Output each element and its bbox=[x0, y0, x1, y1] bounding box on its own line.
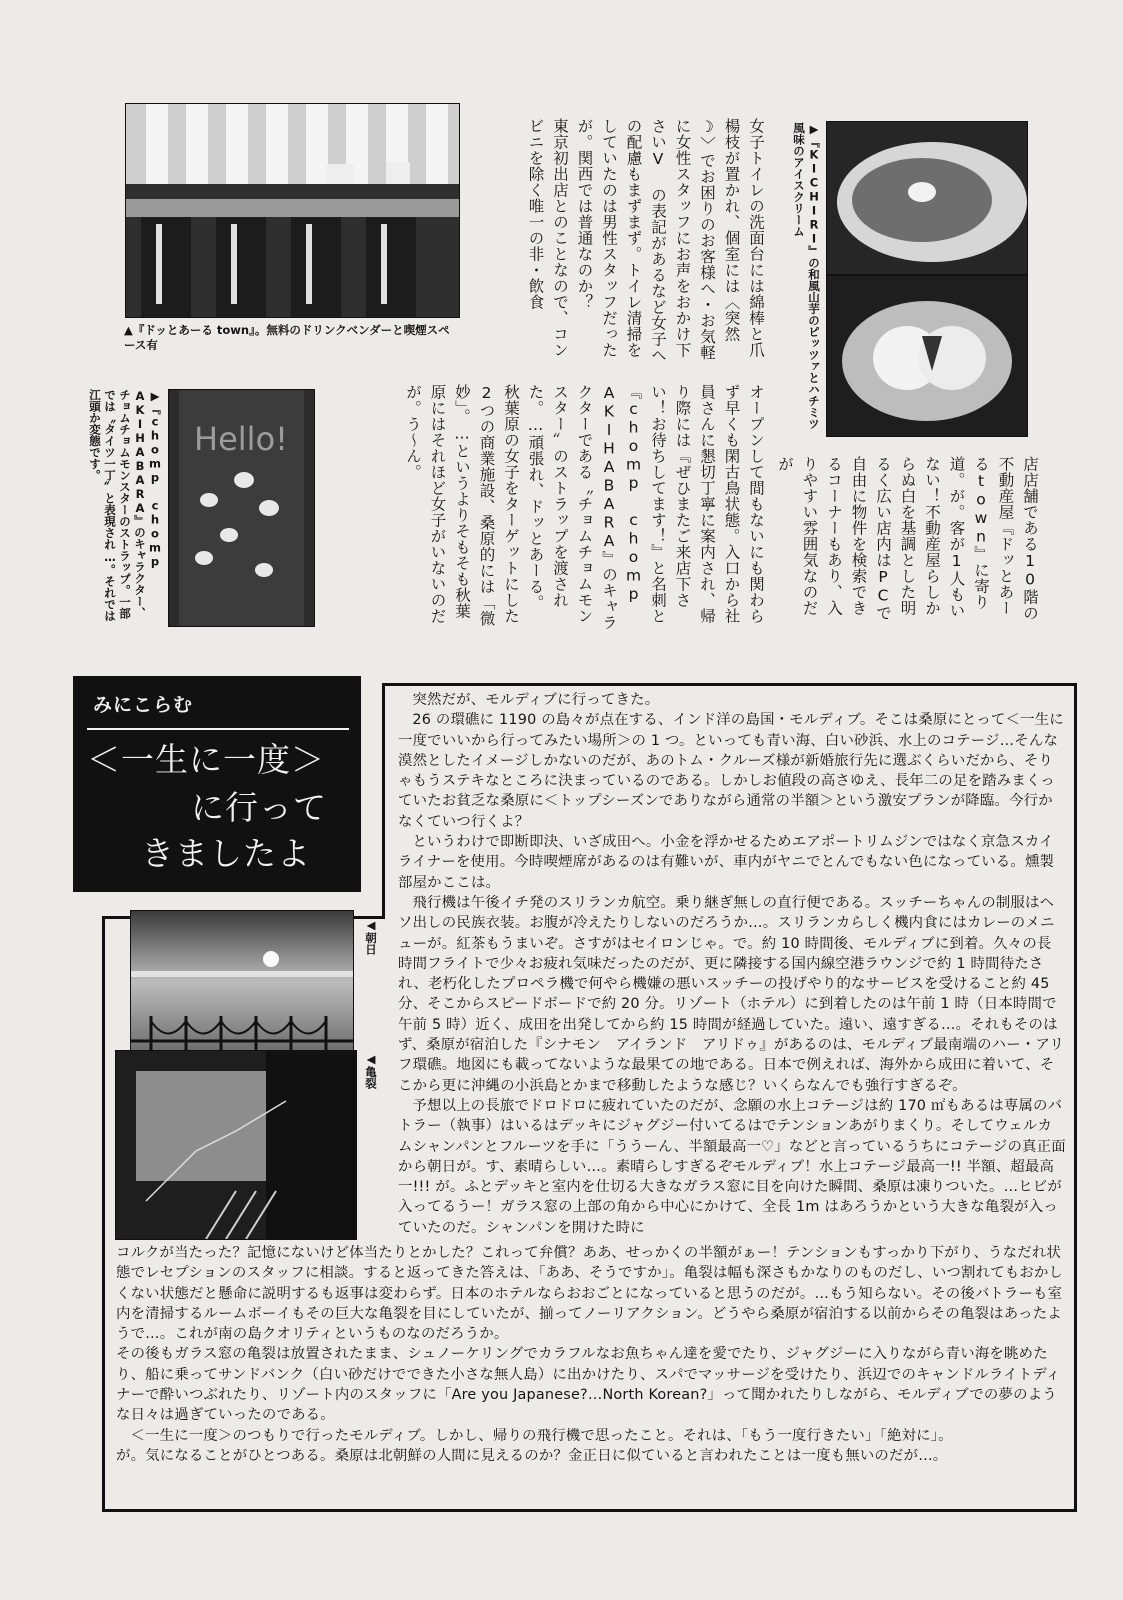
title-line-1: ＜一生に一度＞ bbox=[87, 740, 325, 779]
dottown-photo-graphic bbox=[126, 104, 459, 317]
article-paragraph: その後もガラス窓の亀裂は放置されたまま、シュノーケリングでカラフルなお魚ちゃん達を愛でたり、ジャグジーに入りながら青い海を眺めたり、船に乗ってサンドバンク（白い砂だけでできた小さな無人島）に出かけたり、スパでマッサージを受けたり、浜辺でのキャンドルライトディナーで酔いつぶれたり、リゾート内のスタッフに「Are you Japanese?…North Korean?」って聞かれたりしながら、モルディブでの夢のような日々は過ぎていったのである。 bbox=[116, 1346, 1061, 1424]
article-bottom bbox=[116, 1243, 1068, 1466]
sunrise-photo bbox=[130, 910, 354, 1070]
pizza-photo-graphic bbox=[827, 122, 1027, 274]
article-top bbox=[398, 690, 1066, 1238]
article-paragraph: が。気になることがひとつある。桑原は北朝鮮の人間に見えるのか？金正日に似ていると言われたことは一度も無いのだが…。 bbox=[116, 1447, 948, 1464]
article-paragraph: 飛行機は午後イチ発のスリランカ航空。乗り継ぎ無しの直行便である。スッチーちゃんの制服はヘソ出しの民族衣装。お腹が冷えたりしないのだろうか…。スリランカらしく機内食にはカレーのメニューが。紅茶もうまいぞ。さすがはセイロンじゃ。で。約 10 時間後、モルディブに到着。久々の長時間フライトで少々お疲れ気味だったのだが、更に隣接する国内線空港ラウンジで約 1 時間待たされ、老朽化したプロペラ機で何やら機嫌の悪いスッチーの投げやり的なサービスを受けること約 45 分、そこからスピードボードで約 20 分。リゾート（ホテル）に到着したのは午前 1 時（日本時間で午前 5 時）近く、成田を出発してから約 15 時間が経過していた。遠い、遠すぎる…。それもそのはず、桑原が宿泊した『シナモン アイランド アリドゥ』があるのは、モルディブ最南端のハー・アリフ環礁。地図にも載ってないような最果ての地である。日本で例えれば、海外から成田に着いて、そこから更に沖縄の小浜島とかまで移動したような感じ？いくらなんでも強行すぎるぞ。 bbox=[398, 894, 1065, 1094]
frame-inner-v bbox=[382, 683, 385, 919]
title-line-3: きましたよ bbox=[141, 834, 311, 873]
icecream-photo-graphic bbox=[827, 276, 1027, 436]
mini-column-label: みにこらむ bbox=[93, 694, 194, 716]
mini-column-title-box bbox=[73, 676, 361, 892]
kichiri-caption: ▶『KICHIRI』の和風山芋のピッツァとハチミツ風味のアイスクリーム bbox=[792, 122, 821, 430]
dottown-caption: ▲『ドッとあーる town』。無料のドリンクベンダーと喫煙スペース有 bbox=[124, 323, 450, 352]
article-paragraph: コルクが当たった？記憶にないけど体当たりとかした？これって弁償？ああ、せっかくの半額がぁー！テンションもすっかり下がり、うなだれ状態でレセプションのスタッフに相談。すると返ってきた答えは、「ああ、そうですか」。亀裂は幅も深さもかなりのものだし、いつ割れてもおかしくない状態だと懸命に説明するも返事は変わらず。日本のホテルならおおごとになっていると思うのだが。…もう知らない。その後バトラーも室内を清掃するルームボーイもその巨大な亀裂を目にしていたが、揃ってノーリアクション。どうやら桑原が宿泊する以前からその亀裂はあったようで…。これが南の島クオリティというものなのだろうか。 bbox=[116, 1245, 1064, 1343]
title-rule bbox=[87, 728, 349, 730]
hello-sign: Hello! bbox=[194, 420, 288, 458]
article-paragraph: 突然だが、モルディブに行ってきた。 bbox=[412, 692, 660, 708]
sunrise-photo-graphic bbox=[131, 911, 353, 1069]
article-paragraph: というわけで即断即決、いざ成田へ。小金を浮かせるためエアポートリムジンではなく京急スカイライナーを使用。今時喫煙席があるのは有難いが、車内がヤニでとんでもない色になっている。燻製部屋かここは。 bbox=[398, 834, 1055, 891]
column-right: 店店舗である10階の不動産屋『ドッとあーるtown』に寄り道。が。客が1人もいない！不動産屋らしからぬ白を基調とした明るく広い店内はPCで自由に物件を検索できるコーナーもあり、入りやすい雰囲気なのだが bbox=[776, 456, 1039, 621]
sunrise-caption: ◀朝日 bbox=[364, 918, 378, 955]
article-paragraph: 26 の環礁に 1190 の島々が点在する、インド洋の島国・モルディブ。そこは桑原にとって＜一生に一度でいいから行ってみたい場所＞の 1 つ。といっても青い海、白い砂浜、水上のコテージ…そんな漠然としたイメージしかないのだが、あのトム・クルーズ様が新婚旅行先に選ぶくらいだから、そりゃもうステキなところに決まっているのである。しかしお値段の高さゆえ、長年二の足を踏みまくっていたお貧乏な桑原に＜トップシーズンでありながら通常の半額＞という激安プランが降臨。今行かなくていつ行くよ？ bbox=[398, 712, 1064, 830]
crack-caption: ◀亀裂 bbox=[364, 1052, 378, 1089]
article-paragraph: 予想以上の長旅でドロドロに疲れていたのだが、念願の水上コテージは約 170 ㎡もあるは専属のバトラー（執事）はいるはデッキにジャグジー付いてるはでテンションあがりまくり。そしてウェルカムシャンパンとフルーツを手に「ううーん、半額最高一♡」などと言っているうちにコテージの真正面から朝日が。す、素晴らしい…。素晴らしすぎるぞモルディブ！水上コテージ最高一!! 半額、超最高一!!! が。ふとデッキと室内を仕切る大きなガラス窓に目を向けた瞬間、桑原は凍りついた。…ヒビが入ってるうー！ガラス窓の上部の角から中心にかけて、全長 1m はあろうかという大きな亀裂が入っていたのだ。シャンパンを開けた時に bbox=[398, 1097, 1066, 1236]
title-line-2: に行って bbox=[191, 788, 327, 827]
crack-photo bbox=[115, 1050, 357, 1240]
chomp-photo bbox=[168, 389, 315, 627]
crack-photo-graphic bbox=[116, 1051, 356, 1239]
chomp-caption: ▶『chomp chomp AKIHABARA』のキャラクター、チョムチョムモンスターのストラップ。一部では〝タイツ一丁〟と表現され…。それでは江頭か変態です。 bbox=[88, 389, 162, 622]
article-paragraph: ＜一生に一度＞のつもりで行ったモルディブ。しかし、帰りの飛行機で思ったこと。それは、「もう一度行きたい」「絶対に」。 bbox=[130, 1427, 953, 1444]
pizza-photo bbox=[826, 121, 1028, 275]
icecream-photo bbox=[826, 275, 1028, 437]
column-middle-upper: 女子トイレの洗面台には綿棒と爪楊枝が置かれ、個室には〈突然☽〉でお困りのお客様へ・お気軽に女性スタッフにお声をおかけ下さいV の表記があるなど女子への配慮もまずまず。トイレ清掃をしていたのは男性スタッフだったが。関西では普通なのか？ 東京初出店とのことなので、コンビニを除く唯一の非・飲食 bbox=[526, 118, 765, 363]
chomp-photo-graphic bbox=[169, 390, 314, 626]
column-middle-lower: オープンして間もないにも関わらず早くも閑古鳥状態。入口から社員さんに懇切丁寧に案内され、帰り際には『ぜひまたご来店下さい！お待ちしてます！』と名刺と『chomp chomp AKIHABARA』のキャラクターである〝チョムチョムモンスター〟のストラップを渡された。…頑張れ、ドッとあーる。 秋葉原の女子をターゲットにした2つの商業施設、桑原的には「微妙」。…というよりそもそも秋葉原にはそれほど女子がいないのだが。う〜ん。 bbox=[404, 384, 765, 631]
dottown-photo bbox=[125, 103, 460, 318]
